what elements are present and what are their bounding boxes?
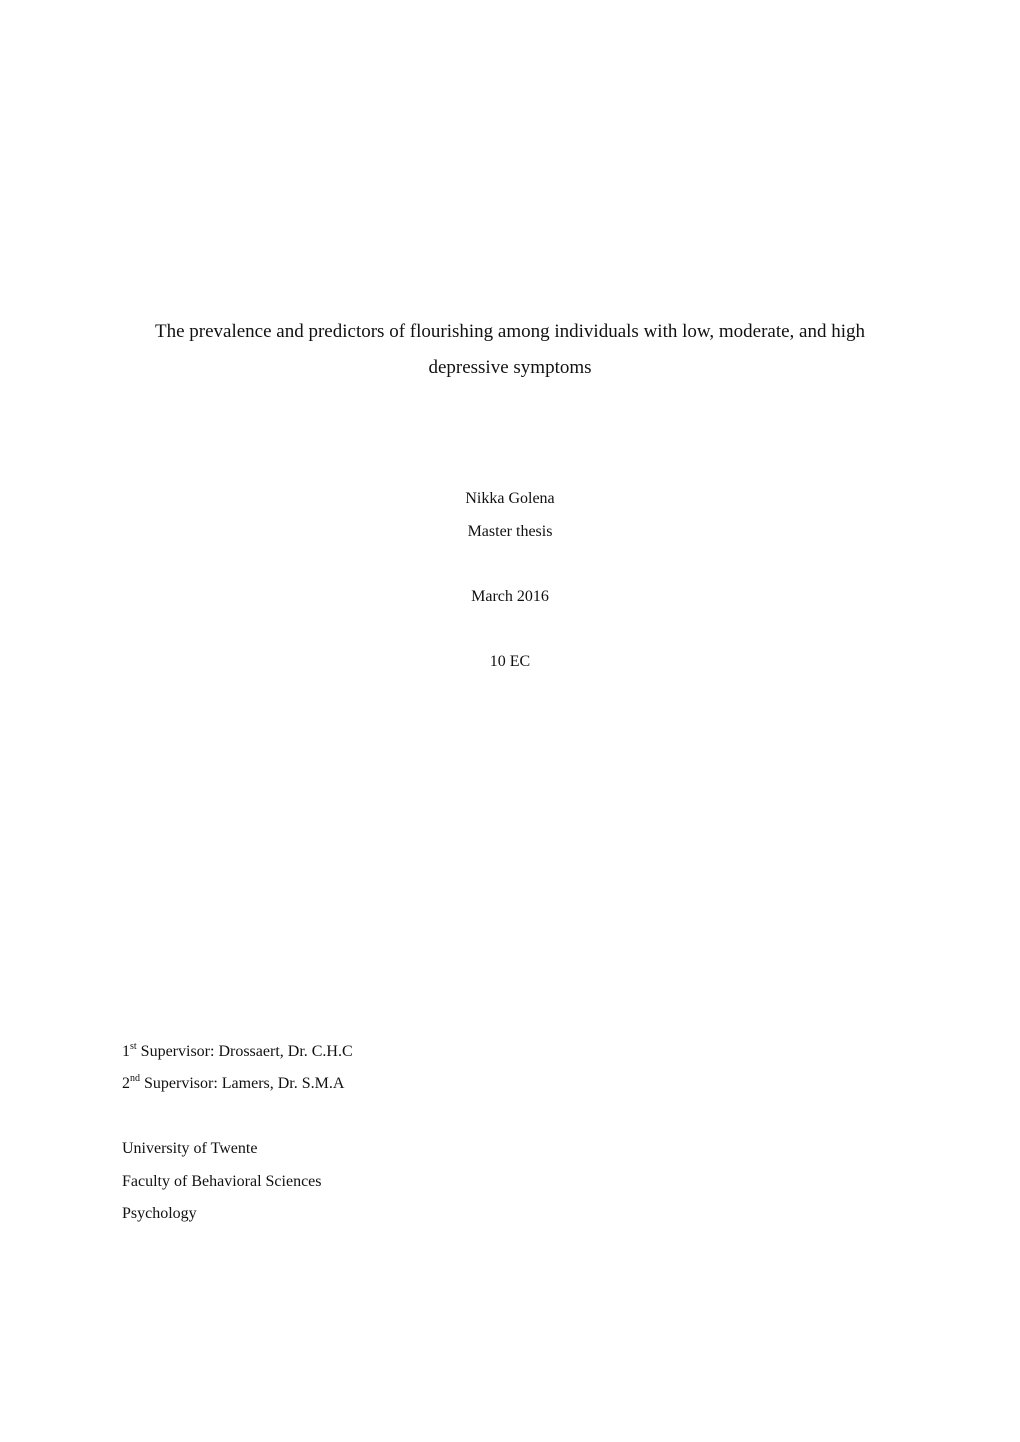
university-name: University of Twente: [122, 1140, 258, 1157]
department-name: Psychology: [122, 1205, 197, 1222]
supervisor-ordinal-suffix: nd: [130, 1072, 140, 1084]
supervisor-text: Supervisor: Drossaert, Dr. C.H.C: [136, 1043, 353, 1060]
supervisor-text: Supervisor: Lamers, Dr. S.M.A: [140, 1075, 345, 1092]
faculty-name: Faculty of Behavioral Sciences: [122, 1173, 322, 1190]
supervisor-ordinal-number: 2: [122, 1075, 130, 1092]
thesis-title-line-2: depressive symptoms: [428, 357, 592, 378]
thesis-title: [110, 314, 910, 386]
supervisor-ordinal-suffix: st: [130, 1040, 137, 1052]
submission-date: March 2016: [471, 588, 549, 605]
first-supervisor: [122, 1042, 353, 1062]
document-type: Master thesis: [467, 523, 553, 540]
second-supervisor: [122, 1074, 344, 1094]
supervisor-ordinal-number: 1: [122, 1043, 130, 1060]
credits: 10 EC: [489, 653, 531, 670]
author-name: Nikka Golena: [465, 490, 555, 507]
thesis-title-line-1: The prevalence and predictors of flourishing among individuals with low, moderate, and high: [154, 321, 866, 342]
